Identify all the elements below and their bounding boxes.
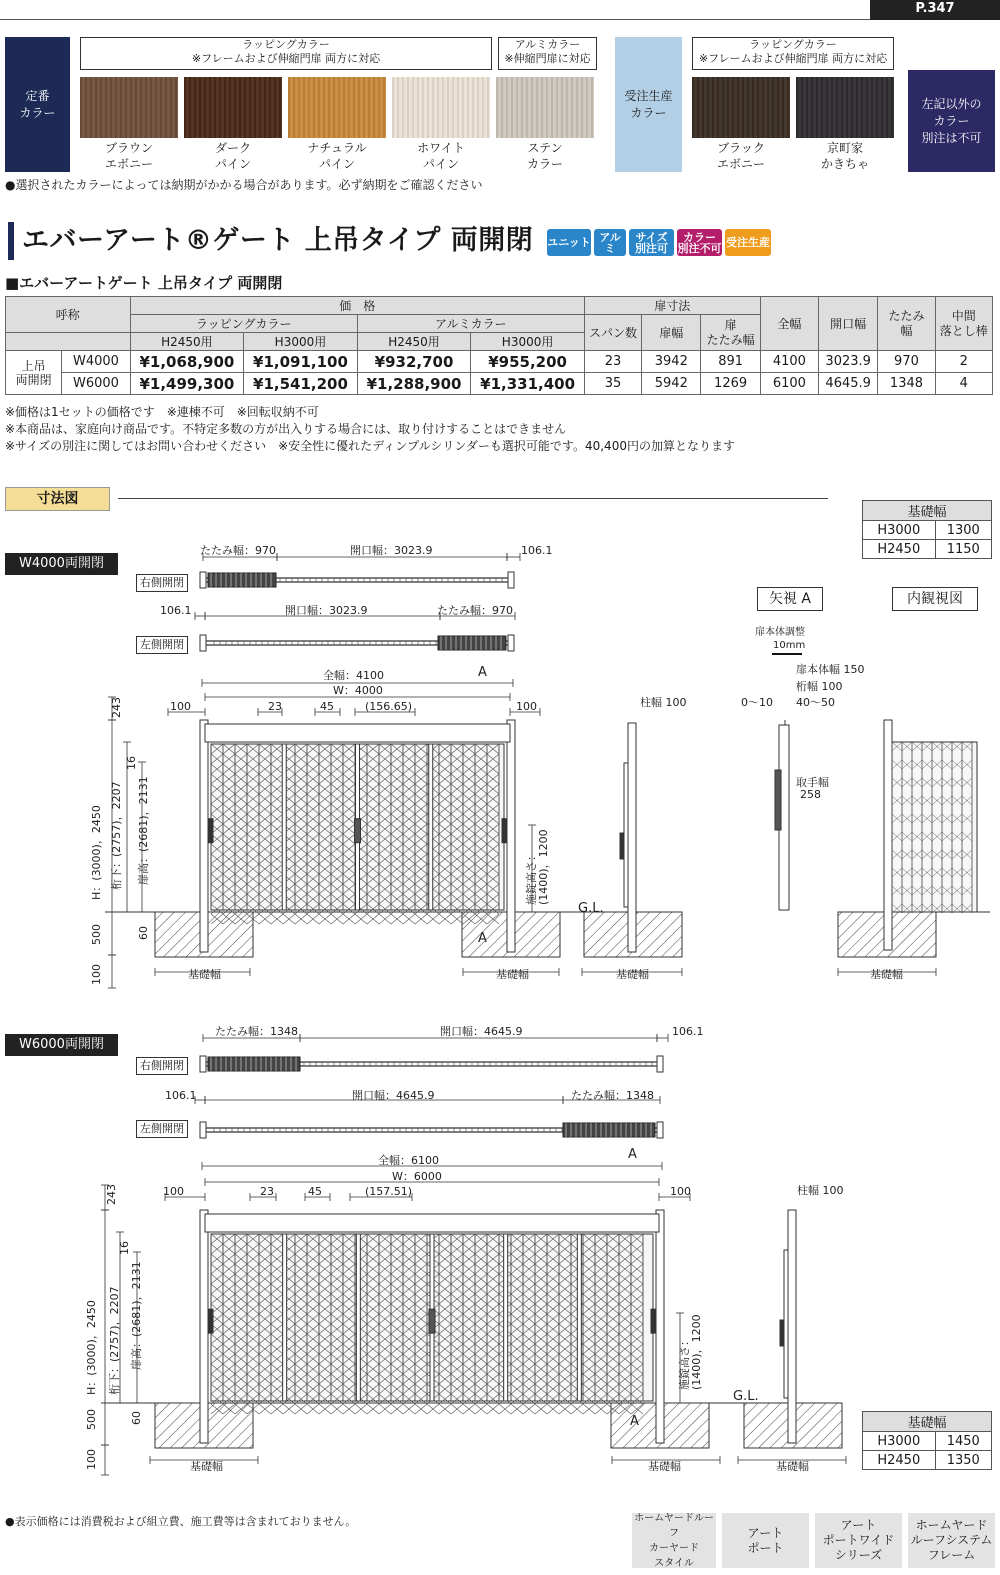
dimension-text: 基礎幅 — [616, 968, 649, 981]
order-group-note: ※フレームおよび伸縮門扉 両方に対応 — [698, 52, 888, 65]
dimension-text: A — [630, 1414, 639, 1429]
table-note: ※サイズの別注に関してはお問い合わせください ※安全性に優れたディンプルシリンダーも選択可能です。40,400円の加算となります — [5, 439, 735, 453]
leaf-divider — [429, 744, 433, 910]
dimension-text: 60 — [130, 1411, 143, 1425]
dimension-text: 16 — [125, 756, 138, 770]
kiso-cell: 1350 — [935, 1451, 991, 1470]
door-width-cell: 5942 — [642, 373, 701, 395]
dimension-text: たたみ幅：970 — [437, 604, 513, 617]
dimension-text: 桁下：(2757)，2207 — [108, 1286, 121, 1395]
swatch-label: ステン カラー — [526, 141, 563, 171]
dimension-text: 基礎幅 — [190, 1460, 223, 1473]
th-alumi-2450: H2450用 — [357, 333, 471, 351]
footer-nav-item[interactable]: アート ポートワイド シリーズ — [815, 1513, 902, 1568]
dimension-text: 106.1 — [672, 1025, 704, 1038]
dimension-text: 基礎幅 — [496, 968, 529, 981]
lock-height-text: 施錠高さ：(1400)，1200 — [525, 829, 550, 905]
dimension-text: G.L. — [578, 901, 604, 916]
left-open-label: 左側開閉 — [136, 636, 188, 654]
dimension-text: 100 — [670, 1185, 691, 1198]
price-cell: ¥1,541,200 — [244, 373, 358, 395]
th-price: 価 格 — [130, 297, 584, 315]
price-cell: ¥932,700 — [357, 351, 471, 373]
th-wrap: ラッピングカラー — [130, 315, 357, 333]
dimension-text: 0〜10 — [741, 696, 773, 709]
dimension-text: 100 — [170, 700, 191, 713]
th-mid: 中間 落とし棒 — [935, 297, 992, 351]
footer-nav-item[interactable]: アート ポート — [722, 1513, 809, 1568]
kiso-cell: H2450 — [863, 540, 936, 559]
adjust-text: 扉本体調整 — [755, 627, 805, 638]
dimension-text: 100 — [85, 1449, 98, 1470]
dimension-text: 柱幅 100 — [640, 696, 687, 709]
dimension-text: 100 — [90, 964, 103, 985]
handle-side — [780, 1320, 784, 1346]
view-a-handle — [775, 770, 781, 830]
post-plan — [200, 572, 206, 588]
dimension-text: H：(3000)，2450 — [90, 805, 103, 900]
alumi-group-note: ※伸縮門扉に対応 — [504, 52, 591, 65]
dimension-text: 45 — [320, 700, 334, 713]
page-title: エバーアート®ゲート 上吊タイプ 両開閉 — [22, 225, 534, 256]
th-door: 扉寸法 — [584, 297, 760, 315]
dimension-text: 23 — [268, 700, 282, 713]
dimension-text: H：(3000)，2450 — [85, 1300, 98, 1395]
dimension-text: 桁幅 100 — [796, 680, 843, 693]
kiso-cell: H2450 — [863, 1451, 936, 1470]
dimension-text: 全幅：4100 — [323, 669, 384, 682]
swatch-label: ダーク パイン — [214, 141, 251, 171]
dimension-text: 基礎幅 — [648, 1460, 681, 1473]
kiso-cell: H3000 — [863, 1432, 936, 1451]
dimension-text: 60 — [137, 926, 150, 940]
dimension-text: たたみ幅：1348 — [571, 1089, 654, 1102]
dimension-text: 45 — [308, 1185, 322, 1198]
kiso-cell: 1450 — [935, 1432, 991, 1451]
swatch-label: ブラック エボニー — [716, 141, 765, 171]
mid-cell: 4 — [935, 373, 992, 395]
dimension-text: 扉本体幅 150 — [796, 663, 865, 676]
dimension-text: 500 — [90, 924, 103, 945]
post-plan — [200, 1056, 206, 1072]
color-note: ●選択されたカラーによっては納期がかかる場合があります。必ず納期をご確認ください — [5, 178, 483, 192]
post — [656, 1210, 664, 1443]
dimension-text: (157.51) — [365, 1185, 413, 1198]
order-group-title: ラッピングカラー — [749, 38, 837, 51]
leaf-divider — [577, 1234, 581, 1401]
post-plan — [657, 1122, 663, 1138]
span-cell: 35 — [584, 373, 641, 395]
price-cell: ¥1,068,900 — [130, 351, 244, 373]
th-name: 呼称 — [6, 297, 131, 333]
table-note: ※本商品は、家庭向け商品です。不特定多数の方が出入りする場合には、取り付けすることはできません — [5, 422, 567, 436]
dimension-text: 23 — [260, 1185, 274, 1198]
standard-color-label: 定番 カラー — [5, 37, 70, 172]
kiso-title: 基礎幅 — [863, 501, 992, 521]
dimension-section-label: 寸法図 — [5, 487, 110, 511]
leaf-divider — [356, 1234, 360, 1401]
dimension-text: 開口幅：4645.9 — [352, 1089, 435, 1102]
dimension-text: 100 — [516, 700, 537, 713]
swatch-label: ブラウン エボニー — [104, 141, 153, 171]
th-alumi-3000: H3000用 — [471, 333, 585, 351]
mid-cell: 2 — [935, 351, 992, 373]
swatch-label: ホワイト パイン — [417, 141, 465, 171]
table-note: ※価格は1セットの価格です ※連棟不可 ※回転収納不可 — [5, 405, 319, 419]
dimension-text: 桁下：(2757)，2207 — [110, 781, 123, 890]
open-cell: 4645.9 — [819, 373, 878, 395]
price-cell: ¥955,200 — [471, 351, 585, 373]
badge: ユニット — [547, 229, 591, 256]
post — [200, 720, 208, 952]
dimension-text: 基礎幅 — [188, 968, 221, 981]
post-side — [788, 1210, 796, 1443]
alumi-group-title: アルミカラー — [514, 38, 581, 51]
badge: 受注生産 — [725, 229, 771, 256]
price-cell: ¥1,091,100 — [244, 351, 358, 373]
handle — [502, 819, 506, 843]
wrap-group-note: ※フレームおよび伸縮門扉 両方に対応 — [191, 52, 381, 65]
dimension-text: A — [478, 665, 487, 680]
th-open: 開口幅 — [819, 297, 878, 351]
left-open-label: 左側開閉 — [136, 1120, 188, 1138]
badge: カラー 別注不可 — [677, 230, 722, 255]
dimension-text: A — [628, 1147, 637, 1162]
door-fold-cell: 1269 — [701, 373, 760, 395]
post-plan — [657, 1056, 663, 1072]
th-span: スパン数 — [584, 315, 641, 351]
price-cell: ¥1,288,900 — [357, 373, 471, 395]
handle — [651, 1309, 655, 1333]
swatch-label: 京町家 かきちゃ — [820, 141, 869, 171]
post-plan — [200, 635, 206, 651]
order-color-label: 受注生産 カラー — [615, 37, 682, 172]
th-wrap-2450: H2450用 — [130, 333, 244, 351]
leaf-divider — [282, 744, 286, 910]
inner-view-label: 内観視図 — [892, 587, 978, 611]
total-cell: 6100 — [760, 373, 818, 395]
top-beam — [205, 724, 510, 742]
dimension-text: 16 — [118, 1241, 131, 1255]
dimension-text: 243 — [105, 1184, 118, 1205]
dimension-text: 扉高：(2681)，2131 — [130, 1261, 143, 1370]
handle-text: 258 — [800, 788, 821, 801]
door-side — [624, 763, 628, 907]
handle — [355, 819, 361, 843]
footer-note: ●表示価格には消費税および組立費、施工費等は含まれておりません。 — [5, 1515, 357, 1528]
post — [507, 720, 515, 952]
dimension-text: 243 — [110, 697, 123, 718]
inner-lattice — [892, 742, 977, 912]
swatch-label: ナチュラル パイン — [307, 141, 367, 171]
dimension-text: 100 — [163, 1185, 184, 1198]
dimension-text: 106.1 — [160, 604, 192, 617]
dimension-text: A — [478, 931, 487, 946]
th-alumi: アルミカラー — [357, 315, 584, 333]
dimension-text: 500 — [85, 1409, 98, 1430]
handle-side — [620, 833, 624, 859]
th-wrap-3000: H3000用 — [244, 333, 358, 351]
dimension-text: W：4000 — [333, 684, 383, 697]
dimension-text: 106.1 — [521, 544, 553, 557]
door-width-cell: 3942 — [642, 351, 701, 373]
right-open-label: 右側開閉 — [136, 1057, 188, 1075]
row-group-label: 上吊 両開閉 — [6, 351, 62, 395]
dimension-text: たたみ幅：1348 — [215, 1025, 298, 1038]
th-door-fold: 扉 たたみ幅 — [701, 315, 760, 351]
top-beam — [205, 1214, 659, 1232]
dimension-text: 106.1 — [165, 1089, 197, 1102]
post-plan — [508, 635, 514, 651]
fold-cell: 970 — [878, 351, 935, 373]
footer-nav-item[interactable]: ホームヤードルーフ カーヤード スタイル — [632, 1513, 716, 1568]
th-door-width: 扉幅 — [642, 315, 701, 351]
dimension-text: W：6000 — [392, 1170, 442, 1183]
dimension-text: 扉高：(2681)，2131 — [137, 776, 150, 885]
leaf-divider — [504, 1234, 508, 1401]
handle-text: 取手幅 — [796, 776, 829, 789]
leaf-divider — [283, 1234, 287, 1401]
handle — [209, 1309, 213, 1333]
badge: アルミ — [594, 229, 626, 256]
badge: サイズ 別注可 — [629, 229, 674, 256]
dimension-text: 開口幅：4645.9 — [440, 1025, 523, 1038]
post-side — [628, 723, 636, 952]
dimension-text: 開口幅：3023.9 — [350, 544, 433, 557]
kiso-title: 基礎幅 — [863, 1412, 992, 1432]
dimension-text: 基礎幅 — [776, 1460, 809, 1473]
price-cell: ¥1,331,400 — [471, 373, 585, 395]
table-subtitle: ■エバーアートゲート 上吊タイプ 両開閉 — [5, 274, 283, 292]
lock-height-text: 施錠高さ：(1400)，1200 — [678, 1314, 703, 1390]
right-open-label: 右側開閉 — [136, 574, 188, 592]
open-cell: 3023.9 — [819, 351, 878, 373]
wrap-group-title: ラッピングカラー — [242, 38, 330, 51]
dimension-text: 40〜50 — [796, 696, 835, 709]
post-inner — [884, 720, 892, 950]
dimension-text: (156.65) — [365, 700, 413, 713]
door-side — [784, 1250, 788, 1398]
footer-nav-item[interactable]: ホームヤード ルーフシステム フレーム — [908, 1513, 995, 1568]
handle — [209, 819, 213, 843]
kiso-cell: H3000 — [863, 521, 936, 540]
price-cell: ¥1,499,300 — [130, 373, 244, 395]
th-fold: たたみ 幅 — [878, 297, 935, 351]
post — [200, 1210, 208, 1443]
span-cell: 23 — [584, 351, 641, 373]
dimension-text: 全幅：6100 — [378, 1154, 439, 1167]
dimension-text: 開口幅：3023.9 — [285, 604, 368, 617]
w4000-label: W4000両開閉 — [5, 553, 118, 575]
adjust-text: 10mm — [773, 640, 806, 651]
row-name: W4000 — [62, 351, 130, 373]
door-fold-cell: 891 — [701, 351, 760, 373]
page-number: P.347 — [870, 0, 1000, 20]
row-name: W6000 — [62, 373, 130, 395]
w6000-label: W6000両開閉 — [5, 1034, 118, 1056]
dimension-text: 柱幅 100 — [797, 1184, 844, 1197]
dimension-text: たたみ幅：970 — [200, 544, 276, 557]
kiso-cell: 1150 — [935, 540, 991, 559]
total-cell: 4100 — [760, 351, 818, 373]
post-plan — [200, 1122, 206, 1138]
view-a-label: 矢視 A — [757, 587, 823, 611]
other-color-note: 左記以外の カラー 別注は不可 — [908, 70, 995, 172]
dimension-text: 基礎幅 — [870, 968, 903, 981]
kiso-cell: 1300 — [935, 521, 991, 540]
post-plan — [508, 572, 514, 588]
th-total: 全幅 — [760, 297, 818, 351]
handle — [429, 1309, 435, 1333]
dimension-text: G.L. — [733, 1389, 759, 1404]
fold-cell: 1348 — [878, 373, 935, 395]
